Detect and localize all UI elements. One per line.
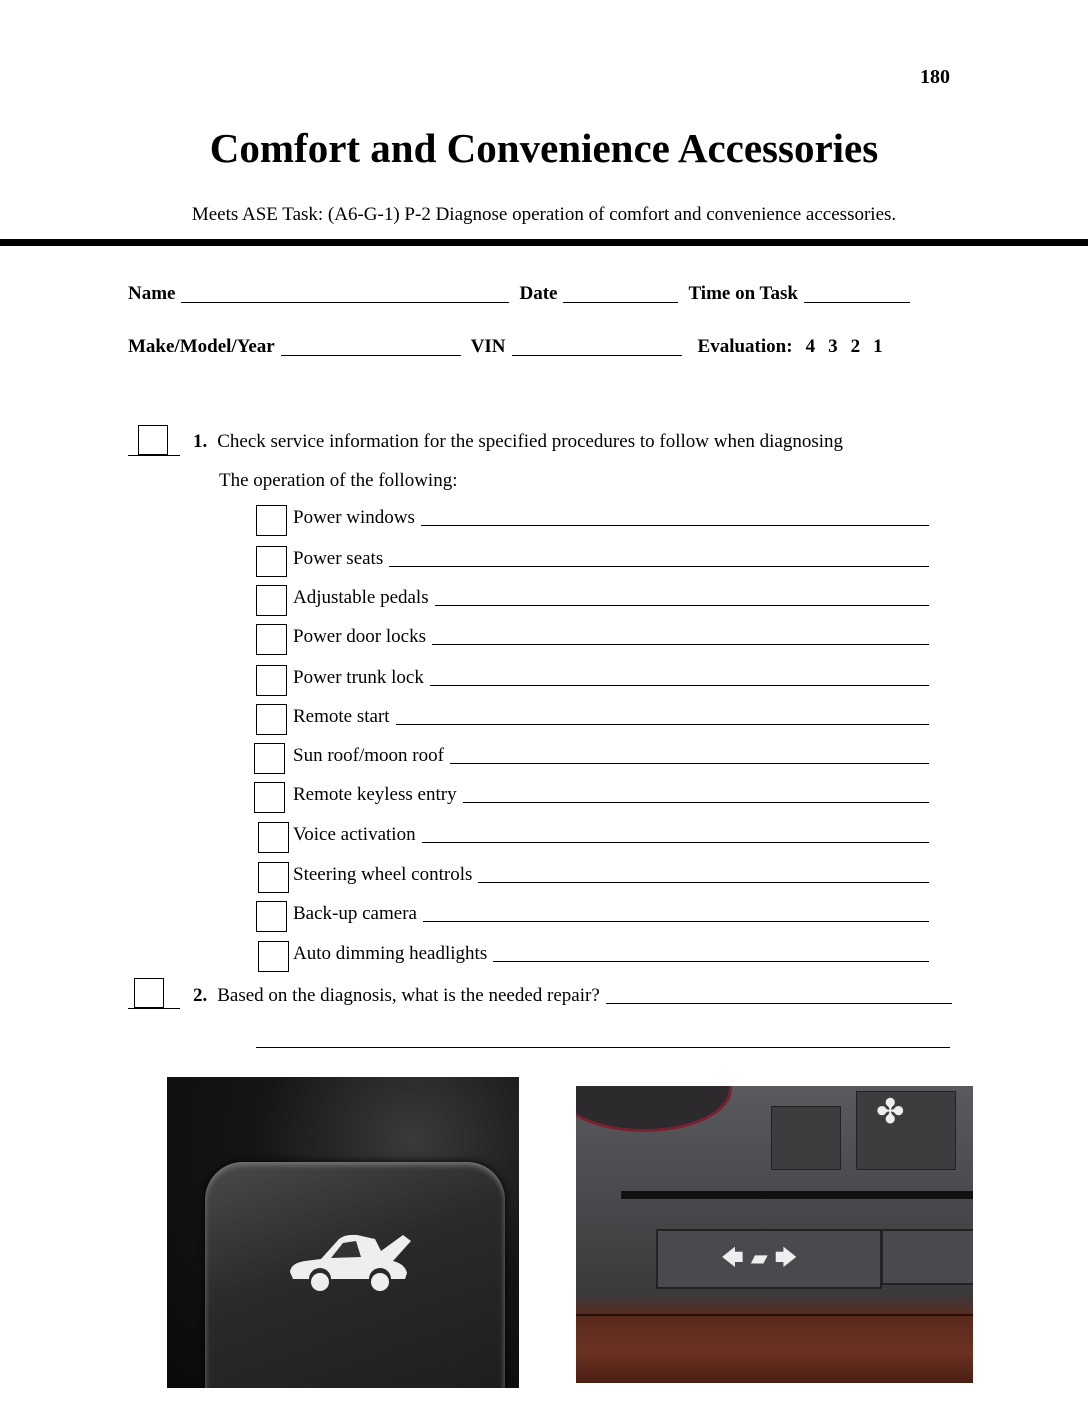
date-field[interactable]	[563, 286, 678, 303]
task-2-text: Based on the diagnosis, what is the needed repair?	[217, 985, 600, 1006]
checklist-item	[293, 824, 929, 846]
repair-answer-line-2[interactable]	[256, 1047, 950, 1048]
checklist-item	[293, 706, 929, 728]
checklist-item	[293, 903, 929, 925]
checklist-item	[293, 864, 929, 886]
checklist-item	[293, 745, 929, 767]
checklist-checkbox[interactable]	[258, 941, 289, 972]
checklist-checkbox[interactable]	[256, 624, 287, 655]
checklist-item	[293, 626, 929, 648]
checklist-item-label: Back-up camera	[293, 903, 417, 924]
task-2	[193, 985, 952, 1007]
console-controls-photo	[576, 1086, 973, 1383]
evaluation-score-3[interactable]: 3	[828, 336, 838, 357]
vin-field[interactable]	[512, 339, 682, 356]
make-model-year-field[interactable]	[281, 339, 461, 356]
checklist-item-label: Sun roof/moon roof	[293, 745, 444, 766]
task-1	[193, 431, 843, 453]
page-number: 180	[920, 66, 950, 88]
evaluation-score-2[interactable]: 2	[850, 336, 861, 357]
checklist-checkbox[interactable]	[256, 704, 287, 735]
checklist-item-notes-line[interactable]	[435, 605, 929, 606]
seat-arrows-icon: 🡄 ▰ 🡆	[721, 1246, 798, 1271]
trunk-open-icon	[285, 1227, 420, 1302]
task-1-checkbox-underline	[128, 455, 180, 456]
checklist-item-label: Voice activation	[293, 824, 416, 845]
checklist-item-label: Remote keyless entry	[293, 784, 457, 805]
evaluation-label: Evaluation:	[697, 336, 793, 357]
checklist-item-notes-line[interactable]	[493, 961, 929, 962]
checklist-item-label: Power door locks	[293, 626, 426, 647]
checklist-item-notes-line[interactable]	[478, 882, 929, 883]
checklist-item	[293, 587, 929, 609]
checklist-item	[293, 943, 929, 965]
checklist-item-notes-line[interactable]	[389, 566, 929, 567]
checklist-checkbox[interactable]	[254, 743, 285, 774]
task-1-text-continued: The operation of the following:	[219, 470, 458, 491]
evaluation-scores	[793, 336, 883, 358]
task-2-checkbox[interactable]	[134, 978, 164, 1008]
checklist-checkbox[interactable]	[256, 585, 287, 616]
checklist-checkbox[interactable]	[256, 901, 287, 932]
checklist-item-label: Power trunk lock	[293, 667, 424, 688]
evaluation-score-4[interactable]: 4	[805, 336, 816, 357]
task-1-text: Check service information for the specified procedures to follow when diagnosing	[217, 431, 844, 452]
vehicle-info-row	[128, 336, 883, 358]
time-on-task-label: Time on Task	[688, 283, 798, 304]
checklist-item-notes-line[interactable]	[432, 644, 929, 645]
fan-icon: ✤	[876, 1094, 905, 1131]
trunk-release-button-photo	[167, 1077, 519, 1388]
ase-task-subtitle: Meets ASE Task: (A6-G-1) P-2 Diagnose operation of comfort and convenience accessories.	[191, 204, 897, 225]
page-title: Comfort and Convenience Accessories	[209, 125, 879, 171]
task-1-checkbox[interactable]	[138, 425, 168, 455]
repair-answer-line-1[interactable]	[606, 1003, 952, 1004]
checklist-item-label: Power windows	[293, 507, 415, 528]
checklist-checkbox[interactable]	[256, 505, 287, 536]
checklist-item	[293, 548, 929, 570]
vin-label: VIN	[470, 336, 506, 357]
checklist-item	[293, 667, 929, 689]
checklist-item-notes-line[interactable]	[423, 921, 929, 922]
task-2-number: 2.	[193, 985, 208, 1006]
name-field[interactable]	[181, 286, 509, 303]
checklist-item-label: Power seats	[293, 548, 384, 569]
checklist-item-notes-line[interactable]	[422, 842, 929, 843]
name-label: Name	[128, 283, 176, 304]
checklist-checkbox[interactable]	[258, 822, 289, 853]
header-divider	[0, 239, 1088, 246]
date-label: Date	[519, 283, 558, 304]
task-1-number: 1.	[193, 431, 208, 452]
checklist-item	[293, 507, 929, 529]
checklist-item-notes-line[interactable]	[463, 802, 929, 803]
checklist-item-notes-line[interactable]	[450, 763, 929, 764]
checklist-item-label: Auto dimming headlights	[293, 943, 488, 964]
checklist-item-notes-line[interactable]	[430, 685, 929, 686]
checklist-checkbox[interactable]	[256, 665, 287, 696]
checklist-checkbox[interactable]	[254, 782, 285, 813]
checklist-item	[293, 784, 929, 806]
checklist-item-label: Remote start	[293, 706, 390, 727]
checklist-checkbox[interactable]	[256, 546, 287, 577]
checklist-item-notes-line[interactable]	[421, 525, 929, 526]
evaluation-score-1[interactable]: 1	[873, 336, 883, 357]
student-info-row	[128, 283, 920, 305]
time-on-task-field[interactable]	[804, 286, 910, 303]
checklist-item-label: Adjustable pedals	[293, 587, 429, 608]
checklist-item-label: Steering wheel controls	[293, 864, 473, 885]
task-2-checkbox-underline	[128, 1008, 180, 1009]
checklist-item-notes-line[interactable]	[396, 724, 929, 725]
checklist-checkbox[interactable]	[258, 862, 289, 893]
make-model-year-label: Make/Model/Year	[128, 336, 275, 357]
